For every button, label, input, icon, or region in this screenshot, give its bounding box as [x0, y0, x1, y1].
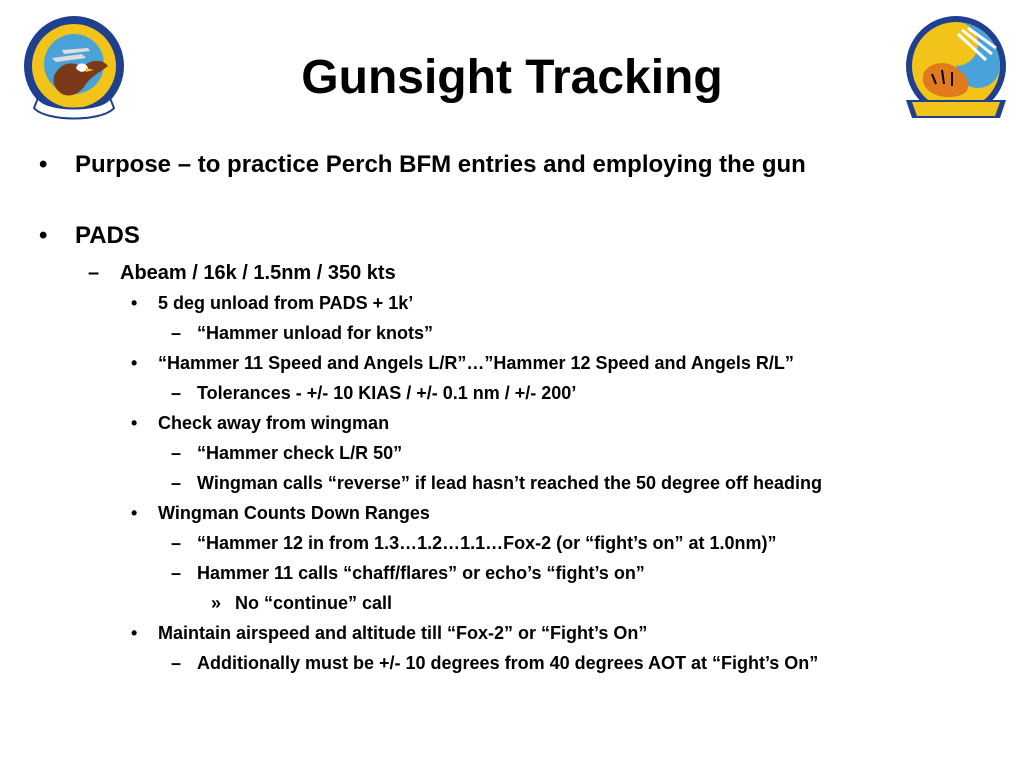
- dash-marker: –: [171, 443, 182, 463]
- bullet-marker: •: [131, 413, 138, 433]
- item-text: 5 deg unload from PADS + 1k’: [158, 293, 414, 313]
- item-text: Additionally must be +/- 10 degrees from 40 degrees AOT at “Fight’s On”: [197, 653, 819, 673]
- bullet-marker: •: [39, 222, 48, 249]
- dash-item-tolerances: [171, 382, 577, 404]
- bullet-item-purpose: [39, 151, 806, 179]
- chevron-marker: »: [211, 593, 222, 613]
- slide-title: Gunsight Tracking: [301, 51, 723, 104]
- bullet-marker: •: [131, 353, 138, 373]
- dash-item-hammer-12-in: [171, 532, 777, 554]
- dash-item-hammer-unload: [171, 322, 434, 344]
- bullet-marker: •: [131, 503, 138, 523]
- item-text: “Hammer 11 Speed and Angels L/R”…”Hammer 12 Speed and Angels R/L”: [158, 353, 794, 373]
- item-text: PADS: [75, 222, 140, 249]
- dash-marker: –: [171, 533, 182, 553]
- chevron-item-no-continue: [211, 592, 393, 614]
- dash-marker: –: [171, 563, 182, 583]
- item-text: Wingman Counts Down Ranges: [158, 503, 430, 523]
- item-text: “Hammer 12 in from 1.3…1.2…1.1…Fox-2 (or “fight’s on” at 1.0nm)”: [197, 533, 777, 553]
- dash-item-chaff-flares: [171, 562, 645, 584]
- item-text: “Hammer check L/R 50”: [197, 443, 403, 463]
- item-text: No “continue” call: [235, 593, 393, 613]
- bullet-marker: •: [131, 623, 138, 643]
- dash-marker: –: [171, 473, 182, 493]
- item-text: Purpose – to practice Perch BFM entries and employing the gun: [75, 151, 806, 178]
- bullet-marker: •: [39, 151, 48, 178]
- item-text: Tolerances - +/- 10 KIAS / +/- 0.1 nm / +/- 200’: [197, 383, 577, 403]
- item-text: Hammer 11 calls “chaff/flares” or echo’s “fight’s on”: [197, 563, 645, 583]
- bullet-item-check-away: [131, 412, 390, 434]
- bullet-item-counts-down: [131, 502, 430, 524]
- item-text: “Hammer unload for knots”: [197, 323, 434, 343]
- item-text: Abeam / 16k / 1.5nm / 350 kts: [120, 262, 396, 284]
- dash-marker: –: [88, 262, 100, 284]
- bullet-item-speed-angels: [131, 352, 794, 374]
- dash-item-reverse: [171, 472, 823, 494]
- dash-marker: –: [171, 383, 182, 403]
- dash-item-aot: [171, 652, 819, 674]
- dash-marker: –: [171, 323, 182, 343]
- dash-marker: –: [171, 653, 182, 673]
- item-text: Maintain airspeed and altitude till “Fox-2” or “Fight’s On”: [158, 623, 648, 643]
- bullet-item-pads: [39, 222, 140, 250]
- bullet-marker: •: [131, 293, 138, 313]
- item-text: Check away from wingman: [158, 413, 390, 433]
- dash-item-hammer-check: [171, 442, 403, 464]
- bullet-item-unload: [131, 292, 414, 314]
- dash-item-abeam: [88, 261, 396, 285]
- item-text: Wingman calls “reverse” if lead hasn’t reached the 50 degree off heading: [197, 473, 823, 493]
- bullet-item-maintain: [131, 622, 648, 644]
